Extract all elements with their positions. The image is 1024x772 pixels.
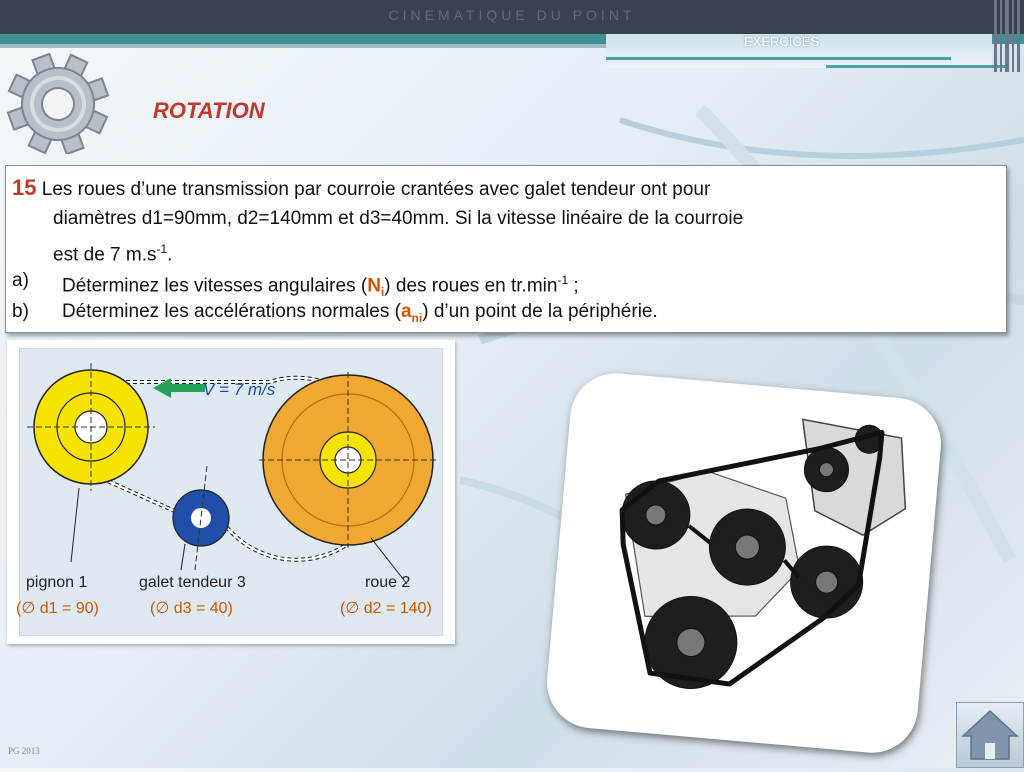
exercise-text: Déterminez les vitesses angulaires ( [62,275,368,297]
exercise-text: . [167,244,173,266]
velocity-label: V = 7 m/s [203,380,276,399]
roue-dimension: (∅ d2 = 140) [340,600,432,617]
exercise-text: ; [568,275,579,297]
exercise-line-2 [53,203,743,234]
engine-belt-photo [560,385,932,741]
symbol-subscript: i [380,285,385,300]
exercise-text: Déterminez les accélérations normales ( [62,301,401,322]
roue-label: roue 2 [365,574,411,591]
header-title: CINEMATIQUE DU POINT [388,7,636,23]
exponent: -1 [557,273,569,287]
corner-decoration [990,0,1024,72]
symbol-n: N [367,275,381,297]
home-icon [957,703,1023,767]
exercise-text: ) des roues en tr.min [384,275,558,297]
exercise-text: Les roues d’une transmission par courroie crantées avec galet tendeur ont pour [41,179,711,200]
question-marker: a) [12,270,29,291]
question-marker: b) [12,301,29,322]
home-button[interactable] [956,702,1024,768]
section-tab-line [606,57,951,60]
exponent: -1 [156,242,168,256]
header-band-thin [0,44,606,48]
question-b [12,296,29,327]
pignon-dimension: (∅ d1 = 90) [16,600,99,617]
pignon-label: pignon 1 [26,574,88,591]
exercise-line-1 [12,172,710,205]
question-a [12,265,29,296]
section-tab-line [826,65,1006,68]
question-b-text [62,296,658,334]
slide-title: ROTATION [153,98,265,123]
galet-label: galet tendeur 3 [139,574,246,591]
gear-icon [2,52,114,154]
symbol-subscript: ni [411,310,423,325]
exercise-text: ) d’un point de la périphérie. [422,301,658,322]
exercise-text: est de 7 m.s [53,244,157,266]
exercise-number: 15 [12,175,37,200]
galet-dimension: (∅ d3 = 40) [150,600,233,617]
section-tab: EXERCICES [744,34,820,49]
footer-credit: PG 2013 [8,746,40,756]
symbol-a: a [400,301,412,322]
exercise-statement [5,165,1007,333]
exercise-text: diamètres d1=90mm, d2=140mm et d3=40mm. Si la vitesse linéaire de la courroie [53,208,744,229]
top-bar [0,0,1024,34]
